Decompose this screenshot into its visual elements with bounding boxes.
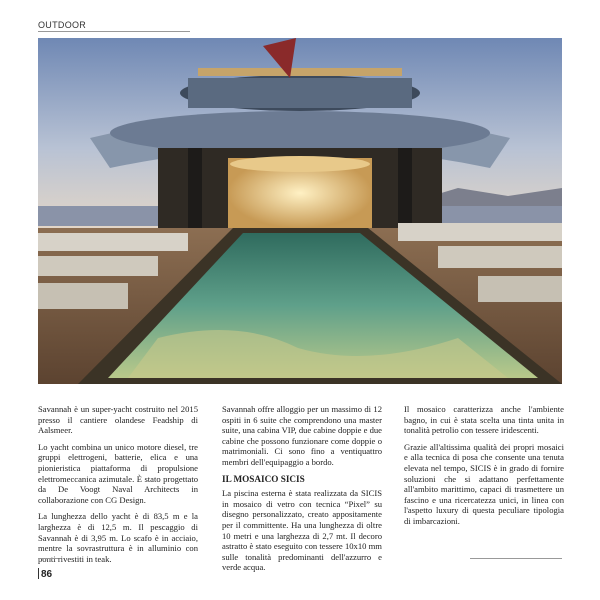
paragraph: Savannah offre alloggio per un massimo di 12 ospiti in 6 suite che comprendono una master suite, una cabina VIP, due cabine doppie e due cabine che possono funzionare come doppie o matrimoniali. Ci sono fino a ventiquattro membri dell'equipaggio a bordo. [222,404,382,467]
paragraph: Grazie all'altissima qualità dei propri mosaici e alla tecnica di posa che consente una tenuta elevata nel tempo, SICIS è in grado di fornire soluzioni che si adattano perfettamente all'ambito marittimo, capaci di trasmettere un fascino e una ricercatezza unici, in linea con l'aspetto luxury di questa peculiare tipologia di imbarcazioni. [404,441,564,526]
paragraph: La lunghezza dello yacht è di 83,5 m e la larghezza è di 12,5 m. Il pescaggio di Savannah è di 3,95 m. Lo scafo è in acciaio, mentre la sovrastruttura è in alluminio con ponti rivestiti in teak. [38,511,198,564]
section-label: OUTDOOR [38,20,87,30]
yacht-pool-photo [38,38,562,384]
text-column-3 [404,404,564,533]
top-rule [38,31,190,32]
paragraph: Lo yacht combina un unico motore diesel, tre gruppi elettrogeni, batterie, elica e una pionieristica piattaforma di propulsione elettromeccanica azimutale. È stato progettato da De Voogt Naval Architects in collaborazione con CG Design. [38,441,198,505]
paragraph: Savannah è un super-yacht costruito nel 2015 presso il cantiere olandese Feadship di Aalsmeer. [38,404,198,436]
bottom-rule-left [38,558,58,559]
text-column-1 [38,404,198,570]
page-number-text: 86 [41,569,53,580]
paragraph: La piscina esterna è stata realizzata da SICIS in mosaico di vetro con tecnica “Pixel” su disegno personalizzato, creato appositamente per il committente. Ha una lunghezza di oltre 10 metri e una larghezza di 2,7 mt. Il decoro astratto è stato eseguito con tessere 10x10 mm sulle tonalità predominanti dell'azzurro e verde acqua. [222,488,382,573]
bottom-rule-right [470,558,562,559]
text-column-2 [222,404,382,579]
page-number [38,568,52,580]
section-subheading: IL MOSAICO SICIS [222,473,305,484]
page-number-bar [38,568,39,579]
paragraph: Il mosaico caratterizza anche l'ambiente bagno, in cui è stata scelta una tinta unita in tonalità petrolio con tessere iridescenti. [404,404,564,436]
